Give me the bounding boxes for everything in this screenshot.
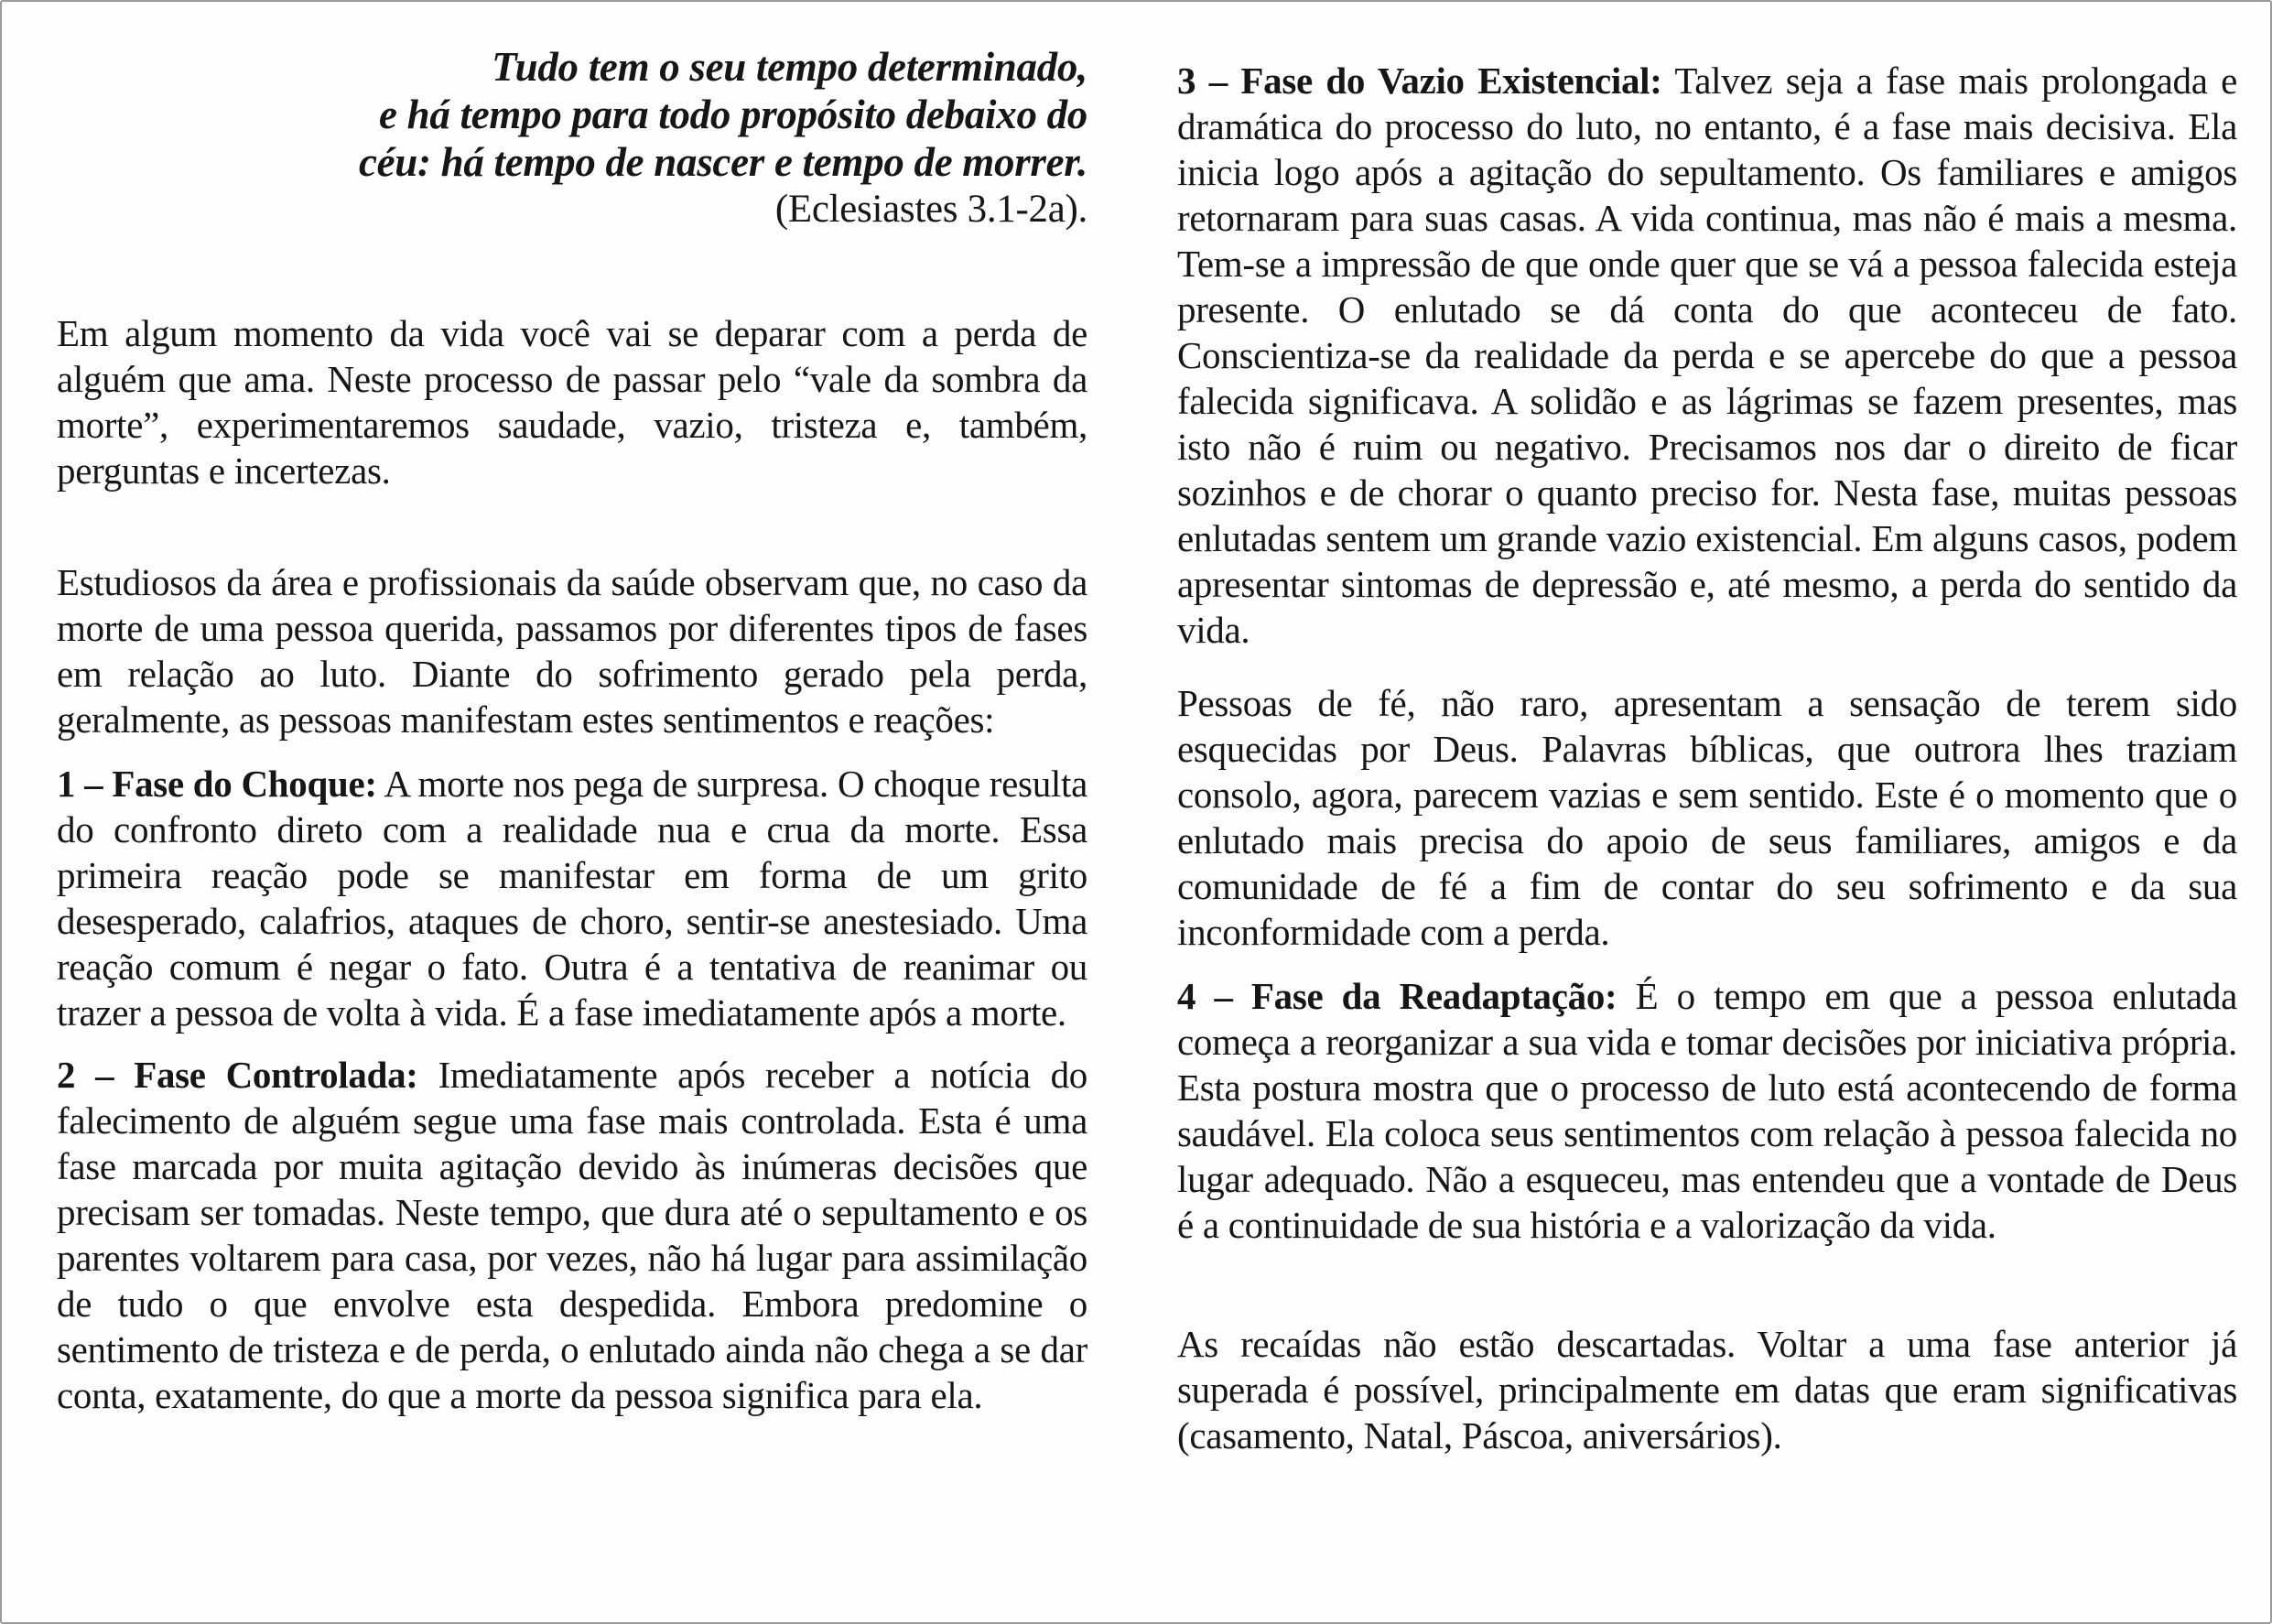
phase-2-text: Imediatamente após receber a notícia do falecimento de alguém segue uma fase mais controlada. Esta é uma fase marcada por muita agitação devido às inúmeras decisões que precisam ser tomadas. Neste tempo, que dura até o sepultamento e os parentes voltarem para casa, por vezes, não há lugar para assimilação de tudo o que envolve esta despedida. Embora predomine o sentimento de tristeza e de perda, o enlutado ainda não chega a se dar conta, exatamente, do que a morte da pessoa significa para ela. xyxy=(57,1054,1087,1416)
epigraph-line-3: céu: há tempo de nascer e tempo de morrer. xyxy=(358,139,1087,185)
phase-4-heading: 4 – Fase da Readaptação: xyxy=(1177,975,1617,1017)
phase-1-heading: 1 – Fase do Choque: xyxy=(57,763,377,805)
phase-2-paragraph xyxy=(57,1052,1087,1418)
phase-4-paragraph xyxy=(1177,973,2237,1248)
epigraph-line-2: e há tempo para todo propósito debaixo do xyxy=(379,92,1087,137)
phase-3-heading: 3 – Fase do Vazio Existencial: xyxy=(1177,60,1662,102)
phase-3-text: Talvez seja a fase mais prolongada e dramática do processo do luto, no entanto, é a fase mais decisiva. Ela inicia logo após a agitação do sepultamento. Os familiares e amigos retornaram para suas casas. A vida continua, mas não é mais a mesma. Tem-se a impressão de que onde quer que se vá a pessoa falecida esteja presente. O enlutado se dá conta do que aconteceu de fato. Conscientiza-se da realidade da perda e se apercebe do que a pessoa falecida significava. A solidão e as lágrimas se fazem presentes, mas isto não é ruim ou negativo. Precisamos nos dar o direito de ficar sozinhos e de chorar o quanto preciso for. Nesta fase, muitas pessoas enlutadas sentem um grande vazio existencial. Em alguns casos, podem apresentar sintomas de depressão e, até mesmo, a perda do sentido da vida. xyxy=(1177,60,2237,651)
phase-1-text: A morte nos pega de surpresa. O choque resulta do confronto direto com a realidade nua e crua da morte. Essa primeira reação pode se manifestar em forma de um grito desesperado, calafrios, ataques de choro, sentir-se anestesiado. Uma reação comum é negar o fato. Outra é a tentativa de reanimar ou trazer a pessoa de volta à vida. É a fase imediatamente após a morte. xyxy=(57,763,1087,1034)
epigraph-citation: (Eclesiastes 3.1-2a). xyxy=(774,188,1087,231)
phase-3-paragraph xyxy=(1177,58,2237,653)
faith-paragraph: Pessoas de fé, não raro, apresentam a sensação de terem sido esquecidas por Deus. Palavras bíblicas, que outrora lhes traziam consolo, agora, parecem vazias e sem sentido. Este é o momento que o enlutado mais precisa do apoio de seus familiares, amigos e da comunidade de fé a fim de contar do seu sofrimento e da sua inconformidade com a perda. xyxy=(1177,682,2237,953)
phase-4-text: É o tempo em que a pessoa enlutada começa a reorganizar a sua vida e tomar decisões por iniciativa própria. Esta postura mostra que o processo de luto está acontecendo de forma saudável. Ela coloca seus sentimentos com relação à pessoa falecida no lugar adequado. Não a esqueceu, mas entendeu que a vontade de Deus é a continuidade de sua história e a valorização da vida. xyxy=(1177,975,2237,1246)
left-column xyxy=(57,2,1087,1418)
phase-2-heading: 2 – Fase Controlada: xyxy=(57,1054,418,1096)
closing-paragraph: As recaídas não estão descartadas. Voltar a uma fase anterior já superada é possível, principalmente em datas que eram significativas (casamento, Natal, Páscoa, aniversários). xyxy=(1177,1323,2237,1456)
epigraph-line-1: Tudo tem o seu tempo determinado, xyxy=(492,44,1087,90)
epigraph xyxy=(57,43,1087,233)
intro-paragraph: Em algum momento da vida você vai se deparar com a perda de alguém que ama. Neste processo de passar pelo “vale da sombra da morte”, experimentaremos saudade, vazio, tristeza e, também, perguntas e incertezas. xyxy=(57,312,1087,492)
right-column xyxy=(1177,2,2237,1458)
phase-1-paragraph xyxy=(57,761,1087,1035)
overview-paragraph: Estudiosos da área e profissionais da saúde observam que, no caso da morte de uma pessoa querida, passamos por diferentes tipos de fases em relação ao luto. Diante do sofrimento gerado pela perda, geralmente, as pessoas manifestam estes sentimentos e reações: xyxy=(57,561,1087,741)
